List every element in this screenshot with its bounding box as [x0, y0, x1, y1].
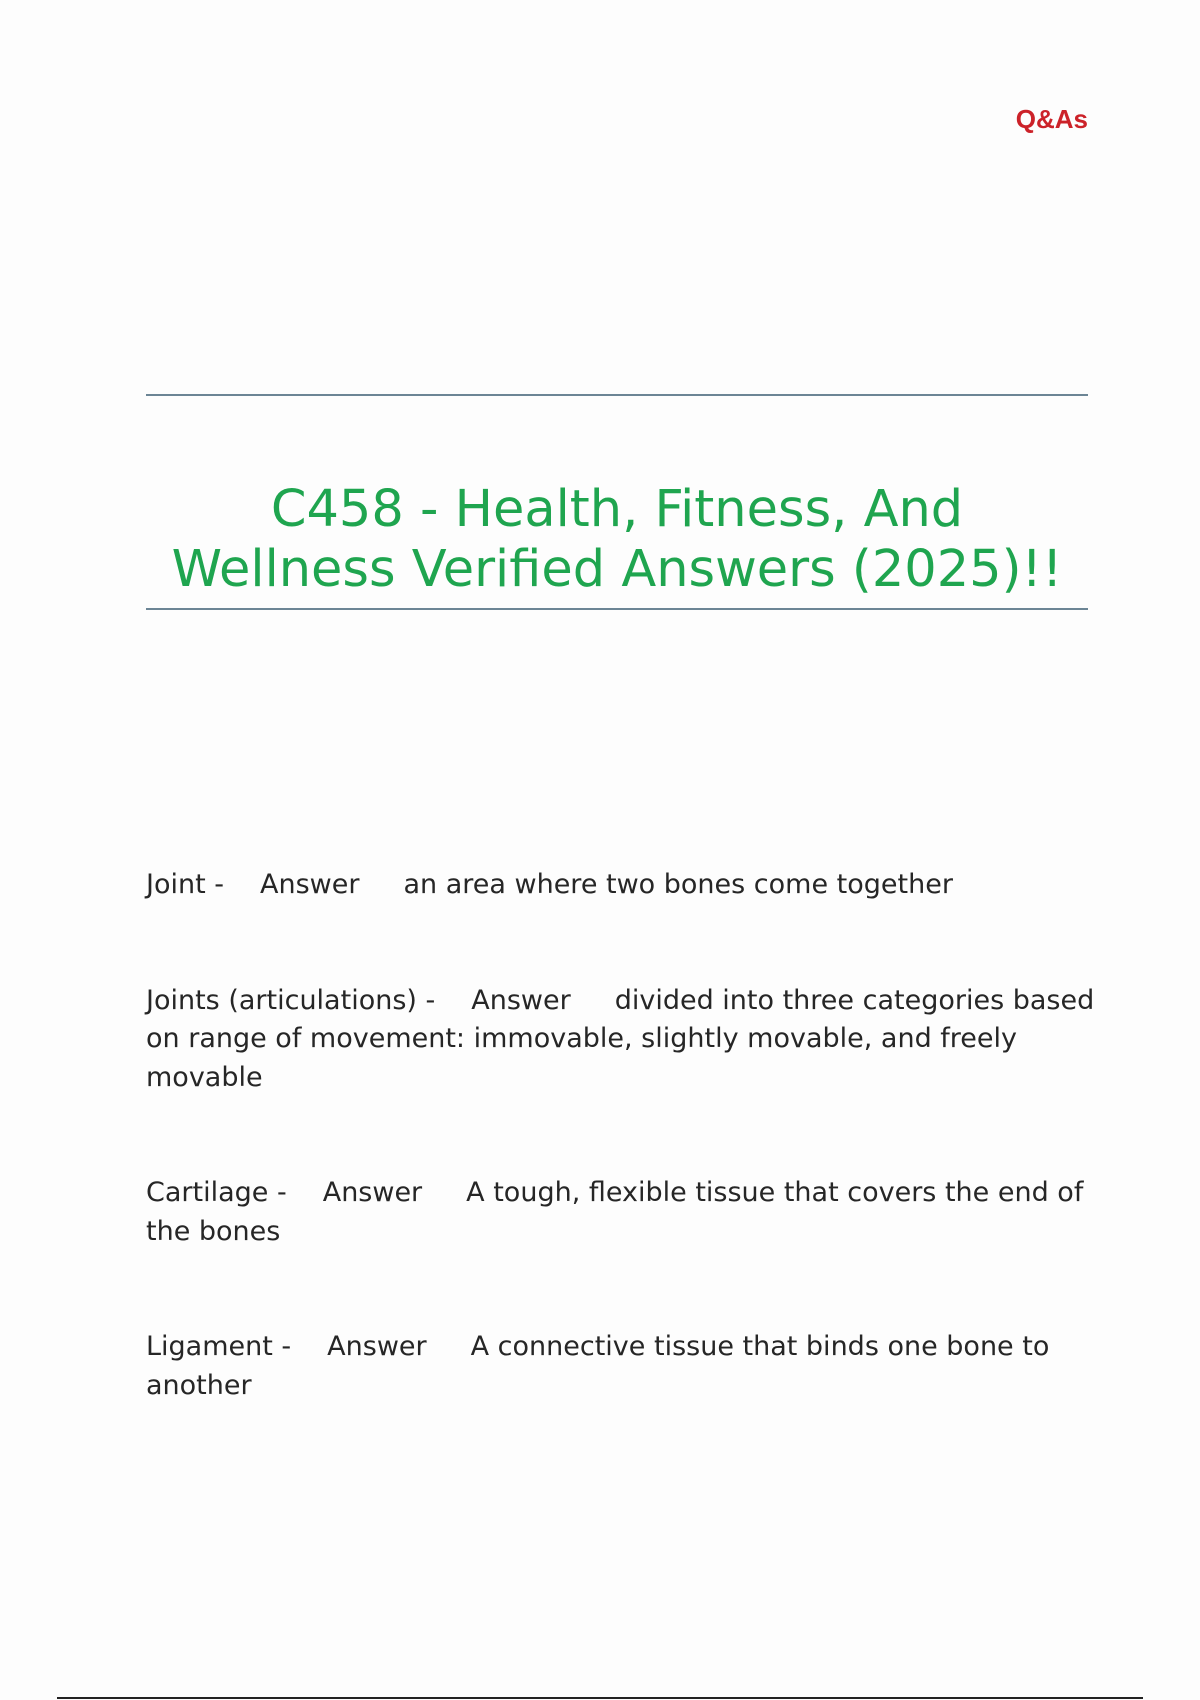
qa-item: [146, 866, 1096, 905]
qa-answer-label: Answer: [471, 984, 571, 1016]
qa-definition: an area where two bones come together: [403, 869, 953, 900]
title-line-1: C458 - Health, Fitness, And: [270, 480, 964, 539]
qa-item: [146, 1174, 1096, 1251]
qa-answer-label: Answer: [322, 1177, 423, 1208]
document-title: [172, 480, 1063, 600]
qa-definition: divided into three categories based on range of movement: immovable, slightly movable, and freely movable: [146, 984, 1095, 1093]
qa-term: Joint -: [146, 869, 225, 900]
footer-divider: [57, 1697, 1143, 1699]
qa-item: [146, 1328, 1096, 1405]
qa-definition: A tough, flexible tissue that covers the end of the bones: [146, 1177, 1084, 1247]
qa-term: Cartilage -: [146, 1177, 287, 1208]
title-block: [146, 394, 1088, 610]
qa-answer-label: Answer: [327, 1331, 427, 1362]
qa-term: Ligament -: [146, 1331, 292, 1362]
qa-term: Joints (articulations) -: [146, 984, 436, 1016]
title-line-2: Wellness Verified Answers (2025)!!: [171, 540, 1063, 599]
qa-item: [146, 982, 1096, 1098]
qa-definition: A connective tissue that binds one bone to another: [146, 1331, 1050, 1401]
qa-list: [146, 866, 1096, 1482]
qa-header-tag: Q&As: [1015, 104, 1088, 134]
qa-answer-label: Answer: [260, 869, 360, 900]
